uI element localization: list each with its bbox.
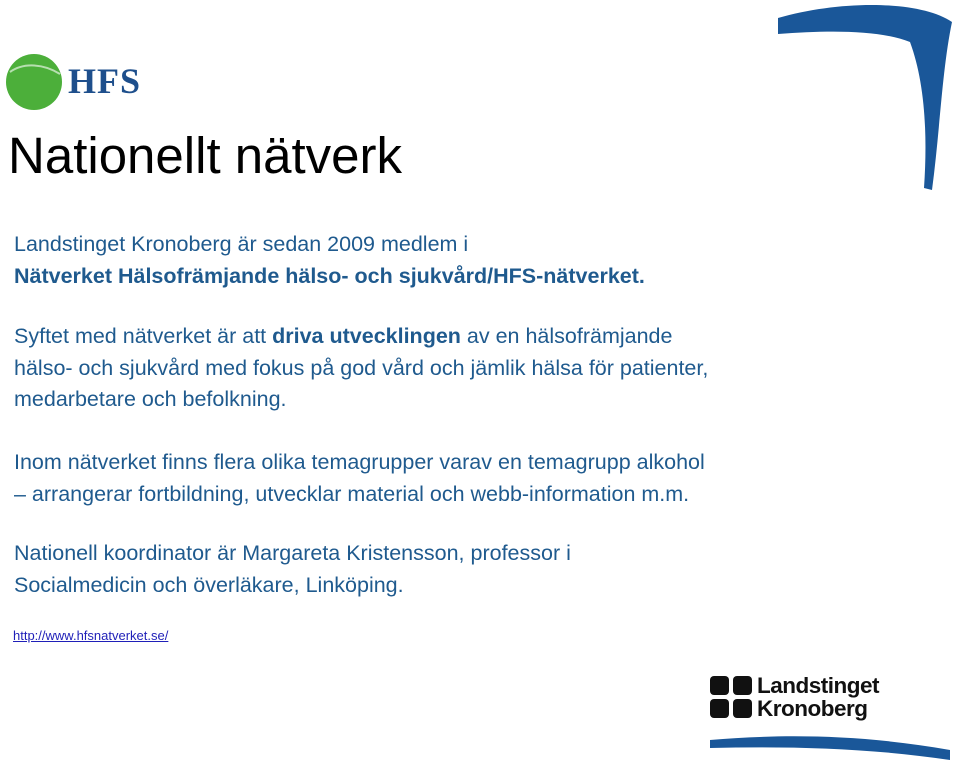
network-name: Nätverket Hälsofrämjande hälso- och sjukvård/HFS-nätverket. (14, 263, 645, 288)
paragraph-theme-groups (14, 447, 914, 510)
hfs-logo-text: HFS (68, 61, 142, 101)
coordinator-line-2: Socialmedicin och överläkare, Linköping. (14, 572, 404, 597)
org-name-line-1: Landstinget (757, 673, 879, 698)
paragraph-coordinator (14, 538, 874, 601)
theme-groups-line-2: – arrangerar fortbildning, utvecklar material och webb-information m.m. (14, 481, 690, 506)
purpose-emphasis: driva utvecklingen (272, 324, 461, 348)
purpose-text-end: av en hälsofrämjande (460, 324, 673, 348)
decorative-swoosh-top (770, 0, 960, 195)
decorative-swoosh-bottom (700, 712, 960, 762)
hfs-website-link[interactable]: http://www.hfsnatverket.se/ (13, 628, 169, 643)
paragraph-membership (14, 229, 834, 292)
purpose-line-1 (14, 321, 874, 353)
theme-groups-line-1: Inom nätverket finns flera olika temagrupper varav en temagrupp alkohol (14, 450, 705, 474)
page-title: Nationellt nätverk (8, 127, 403, 184)
hfs-logo-circle-icon (4, 52, 64, 112)
membership-line-1: Landstinget Kronoberg är sedan 2009 medlem i (14, 232, 469, 256)
purpose-line-2: hälso- och sjukvård med fokus på god vård och jämlik hälsa för patienter, (14, 355, 709, 380)
purpose-line-3: medarbetare och befolkning. (14, 387, 287, 411)
purpose-text-start: Syftet med nätverket är att (14, 324, 273, 348)
org-name-line-2: Kronoberg (757, 696, 868, 721)
paragraph-purpose (14, 321, 874, 416)
coordinator-line-1: Nationell koordinator är Margareta Kristensson, professor i (14, 541, 571, 565)
